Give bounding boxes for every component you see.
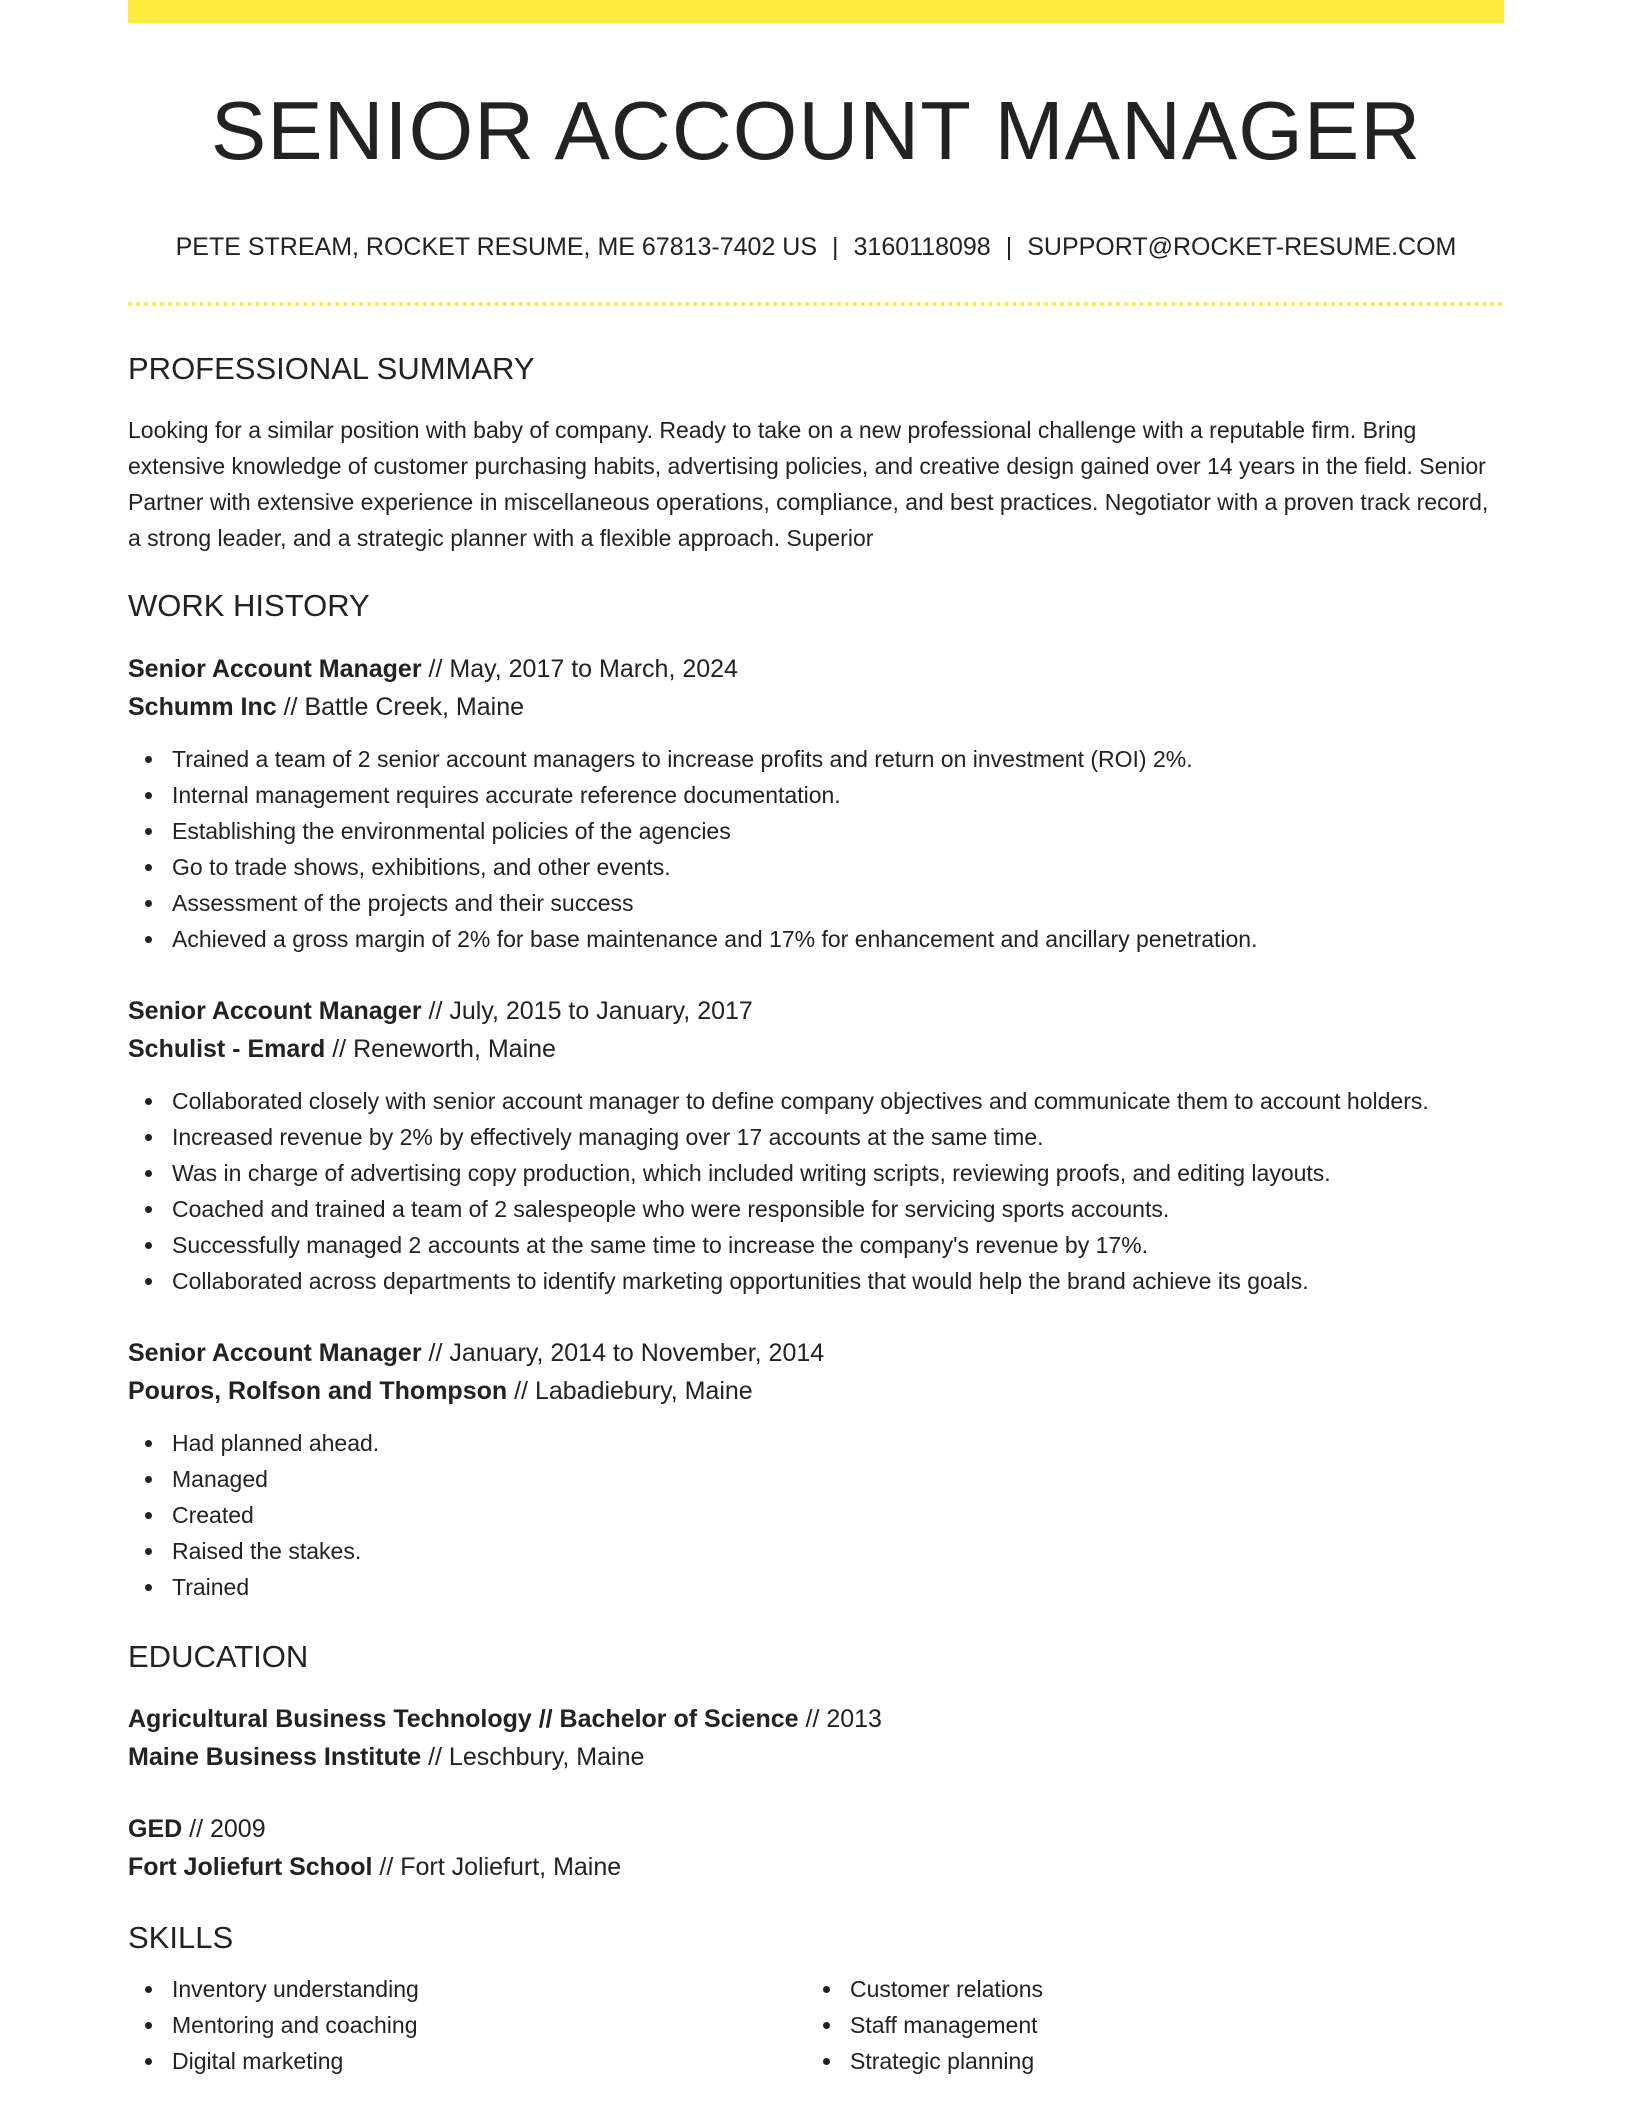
field-separator: //: [182, 1814, 210, 1843]
degree: Agricultural Business Technology // Bachelor of Science: [128, 1704, 799, 1733]
accent-top-bar: [128, 0, 1504, 23]
job-bullet: Was in charge of advertising copy production, which included writing scripts, reviewing proofs, and editing layouts.: [172, 1155, 1504, 1191]
job-bullet: Trained: [172, 1569, 1504, 1605]
job-bullet: Increased revenue by 2% by effectively managing over 17 accounts at the same time.: [172, 1119, 1504, 1155]
skill-item: Inventory understanding: [172, 1971, 806, 2007]
job-bullet: Achieved a gross margin of 2% for base maintenance and 17% for enhancement and ancillary penetration.: [172, 921, 1504, 957]
job-bullets: [128, 1083, 1504, 1299]
job-entry: [128, 992, 1504, 1299]
contact-phone[interactable]: 3160118098: [853, 233, 991, 262]
job-entry: [128, 1334, 1504, 1605]
job-company-line: [128, 688, 1504, 726]
job-company: Schumm Inc: [128, 692, 277, 721]
skills-heading: SKILLS: [128, 1919, 234, 1955]
field-separator: //: [507, 1376, 535, 1405]
skills-list-left: [128, 1971, 806, 2079]
job-dates: January, 2014 to November, 2014: [449, 1338, 825, 1367]
field-separator: //: [421, 1338, 450, 1367]
education-heading: EDUCATION: [128, 1638, 309, 1674]
job-bullet: Assessment of the projects and their success: [172, 885, 1504, 921]
school-line: [128, 1738, 1504, 1776]
skill-item: Staff management: [850, 2007, 1484, 2043]
job-entry: [128, 650, 1504, 957]
field-separator: //: [421, 654, 450, 683]
job-bullet: Collaborated across departments to identify marketing opportunities that would help the brand achieve its goals.: [172, 1263, 1504, 1299]
job-title: Senior Account Manager: [128, 996, 422, 1025]
contact-separator: |: [1005, 233, 1013, 262]
summary-text: Looking for a similar position with baby of company. Ready to take on a new professional challenge with a reputable firm. Bring extensive knowledge of customer purchasing habits, advertising policies, and creative design gained over 14 years in the field. Senior Partner with extensive experience in miscellaneous operations, compliance, and best practices. Negotiator with a proven track record, a strong leader, and a strategic planner with a flexible approach. Superior: [128, 417, 1489, 552]
degree: GED: [128, 1814, 183, 1843]
skill-item: Customer relations: [850, 1971, 1484, 2007]
school-location: Leschbury, Maine: [448, 1742, 645, 1771]
job-bullets: [128, 1425, 1504, 1605]
skill-item: Strategic planning: [850, 2043, 1484, 2079]
contact-address: PETE STREAM, ROCKET RESUME, ME 67813-7402 US: [175, 233, 818, 262]
field-separator: //: [325, 1034, 354, 1063]
job-bullet: Successfully managed 2 accounts at the same time to increase the company's revenue by 17%.: [172, 1227, 1504, 1263]
job-title: Senior Account Manager: [128, 654, 422, 683]
job-bullet: Had planned ahead.: [172, 1425, 1504, 1461]
school-name: Maine Business Institute: [128, 1742, 422, 1771]
job-bullets: [128, 741, 1504, 957]
skills-list-right: [806, 1971, 1484, 2079]
summary-heading: PROFESSIONAL SUMMARY: [128, 351, 535, 387]
contact-separator: |: [832, 233, 839, 262]
education-entry: [128, 1810, 1504, 1886]
field-separator: //: [421, 996, 450, 1025]
work-history-heading: WORK HISTORY: [128, 588, 370, 624]
job-location: Battle Creek, Maine: [304, 692, 524, 721]
graduation-year: 2009: [209, 1814, 266, 1843]
job-dates: July, 2015 to January, 2017: [449, 996, 753, 1025]
job-company-line: [128, 1372, 1504, 1410]
job-bullet: Created: [172, 1497, 1504, 1533]
field-separator: //: [798, 1704, 827, 1733]
job-location: Reneworth, Maine: [353, 1034, 556, 1063]
job-company: Pouros, Rolfson and Thompson: [128, 1376, 508, 1405]
skills-columns: [128, 1971, 1504, 2079]
resume-title: SENIOR ACCOUNT MANAGER: [210, 84, 1422, 177]
job-title: Senior Account Manager: [128, 1338, 422, 1367]
education-entry: [128, 1700, 1504, 1776]
field-separator: //: [421, 1742, 449, 1771]
school-line: [128, 1848, 1504, 1886]
job-title-line: [128, 650, 1504, 688]
job-bullet: Trained a team of 2 senior account managers to increase profits and return on investment (ROI) 2%.: [172, 741, 1504, 777]
job-bullet: Managed: [172, 1461, 1504, 1497]
degree-line: [128, 1810, 1504, 1848]
job-title-line: [128, 992, 1504, 1030]
skill-item: Digital marketing: [172, 2043, 806, 2079]
job-bullet: Raised the stakes.: [172, 1533, 1504, 1569]
job-company: Schulist - Emard: [128, 1034, 326, 1063]
job-company-line: [128, 1030, 1504, 1068]
job-bullet: Go to trade shows, exhibitions, and other events.: [172, 849, 1504, 885]
school-name: Fort Joliefurt School: [128, 1852, 373, 1881]
job-location: Labadiebury, Maine: [534, 1376, 753, 1405]
contact-email[interactable]: SUPPORT@ROCKET-RESUME.COM: [1027, 233, 1457, 262]
skill-item: Mentoring and coaching: [172, 2007, 806, 2043]
school-location: Fort Joliefurt, Maine: [400, 1852, 622, 1881]
job-bullet: Coached and trained a team of 2 salespeople who were responsible for servicing sports accounts.: [172, 1191, 1504, 1227]
job-dates: May, 2017 to March, 2024: [449, 654, 738, 683]
job-title-line: [128, 1334, 1504, 1372]
job-bullet: Establishing the environmental policies of the agencies: [172, 813, 1504, 849]
dotted-divider: [128, 302, 1504, 306]
job-bullet: Internal management requires accurate reference documentation.: [172, 777, 1504, 813]
job-bullet: Collaborated closely with senior account manager to define company objectives and communicate them to account holders.: [172, 1083, 1504, 1119]
field-separator: //: [372, 1852, 401, 1881]
graduation-year: 2013: [826, 1704, 882, 1733]
contact-line: [128, 232, 1504, 262]
resume-page: [128, 0, 1504, 2079]
degree-line: [128, 1700, 1504, 1738]
field-separator: //: [276, 692, 305, 721]
